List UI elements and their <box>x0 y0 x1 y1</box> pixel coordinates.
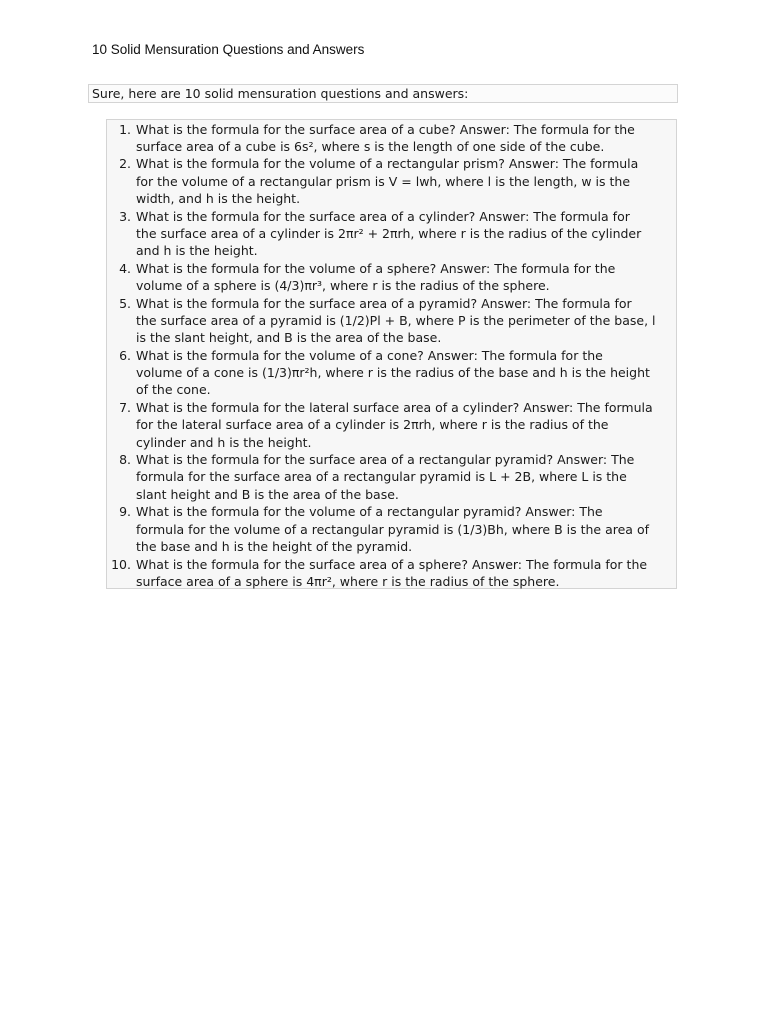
list-item <box>107 155 678 207</box>
list-item <box>107 399 678 451</box>
list-item-text-line: of the cone. <box>136 382 211 398</box>
list-item-number: 2. <box>119 156 131 172</box>
list-item-text-line: slant height and B is the area of the base. <box>136 486 399 502</box>
list-item <box>107 208 678 260</box>
list-item-number: 10. <box>111 556 131 572</box>
list-item-text-line: is the slant height, and B is the area of the base. <box>136 330 442 346</box>
list-item-text-line: What is the formula for the lateral surface area of a cylinder? Answer: The formula <box>136 399 653 415</box>
list-item <box>107 503 678 555</box>
list-item-number: 4. <box>119 260 131 276</box>
list-item-text-line: What is the formula for the volume of a sphere? Answer: The formula for the <box>136 260 616 276</box>
list-item-text-line: What is the formula for the surface area of a sphere? Answer: The formula for the <box>136 556 648 572</box>
list-item-text-line: width, and h is the height. <box>136 191 301 207</box>
list-item-text-line: formula for the volume of a rectangular pyramid is (1/3)Bh, where B is the area of <box>136 521 649 537</box>
list-item-number: 7. <box>119 399 131 415</box>
list-item-text-line: What is the formula for the volume of a cone? Answer: The formula for the <box>136 347 603 363</box>
list-item-text-line: What is the formula for the surface area of a cylinder? Answer: The formula for <box>136 208 630 224</box>
list-item-text-line: for the lateral surface area of a cylinder is 2πrh, where r is the radius of the <box>136 417 609 433</box>
intro-text: Sure, here are 10 solid mensuration questions and answers: <box>92 86 469 101</box>
list-item <box>107 556 678 591</box>
list-item-number: 9. <box>119 504 131 520</box>
list-item-text-line: What is the formula for the surface area of a pyramid? Answer: The formula for <box>136 295 632 311</box>
list-item-text-line: formula for the surface area of a rectangular pyramid is L + 2B, where L is the <box>136 469 627 485</box>
list-item-text-line: surface area of a sphere is 4πr², where r is the radius of the sphere. <box>136 573 560 589</box>
list-item <box>107 295 678 347</box>
list-item-number: 5. <box>119 295 131 311</box>
list-item <box>107 121 678 156</box>
list-item-text-line: What is the formula for the surface area of a rectangular pyramid? Answer: The <box>136 452 635 468</box>
list-item <box>107 347 678 399</box>
list-item-text-line: the surface area of a pyramid is (1/2)Pl + B, where P is the perimeter of the base, l <box>136 312 656 328</box>
list-item-number: 8. <box>119 452 131 468</box>
list-item-text-line: What is the formula for the volume of a rectangular pyramid? Answer: The <box>136 504 603 520</box>
list-item <box>107 451 678 503</box>
list-item-text-line: and h is the height. <box>136 243 258 259</box>
list-item-text-line: the surface area of a cylinder is 2πr² + 2πrh, where r is the radius of the cylinder <box>136 225 642 241</box>
list-item-text-line: the base and h is the height of the pyramid. <box>136 539 413 555</box>
intro-box <box>88 84 678 103</box>
list-item <box>107 260 678 295</box>
list-item-text-line: cylinder and h is the height. <box>136 434 312 450</box>
list-item-text-line: volume of a cone is (1/3)πr²h, where r is the radius of the base and h is the height <box>136 365 650 381</box>
list-item-number: 1. <box>119 121 131 137</box>
list-item-text-line: What is the formula for the volume of a rectangular prism? Answer: The formula <box>136 156 639 172</box>
list-item-number: 6. <box>119 347 131 363</box>
list-item-text-line: surface area of a cube is 6s², where s is the length of one side of the cube. <box>136 138 605 154</box>
list-item-text-line: What is the formula for the surface area of a cube? Answer: The formula for the <box>136 121 635 137</box>
list-item-number: 3. <box>119 208 131 224</box>
document-title: 10 Solid Mensuration Questions and Answers <box>92 42 365 57</box>
qa-list-box <box>106 119 677 589</box>
list-item-text-line: volume of a sphere is (4/3)πr³, where r is the radius of the sphere. <box>136 278 550 294</box>
list-item-text-line: for the volume of a rectangular prism is V = lwh, where l is the length, w is the <box>136 173 631 189</box>
